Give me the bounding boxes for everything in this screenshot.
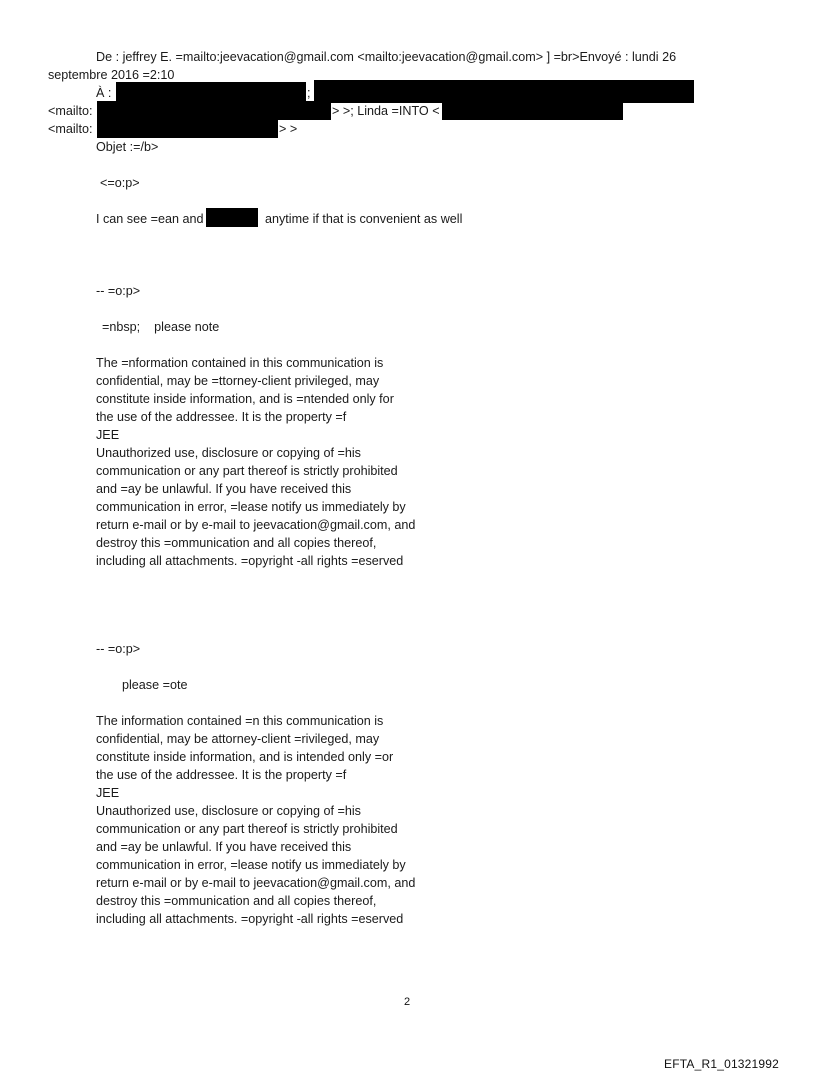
redaction-block (116, 82, 306, 101)
message-text-part2: anytime if that is convenient as well (265, 212, 463, 226)
disclaimer-line: JEE (96, 786, 120, 800)
disclaimer-line: confidential, may be =ttorney-client privileged, may (96, 374, 380, 388)
mailto-line-2-suffix: > > (279, 122, 298, 136)
mailto-line-1-prefix: <mailto: (48, 104, 93, 118)
disclaimer-line: communication in error, =lease notify us immediately by (96, 500, 406, 514)
page-number: 2 (404, 996, 411, 1008)
sig1-dash: -- =o:p> (96, 284, 141, 298)
disclaimer-line: including all attachments. =opyright -all rights =eserved (96, 912, 404, 926)
from-line: De : jeffrey E. =mailto:jeevacation@gmail.com <mailto:jeevacation@gmail.com> ] =br>Envoyé : lundi 26 (96, 50, 677, 64)
disclaimer-line: Unauthorized use, disclosure or copying of =his (96, 446, 361, 460)
disclaimer-line: confidential, may be attorney-client =rivileged, may (96, 732, 380, 746)
op-tag: <=o:p> (100, 176, 140, 190)
document-id: EFTA_R1_01321992 (664, 1057, 780, 1071)
message-text-part1: I can see =ean and (96, 212, 204, 226)
sig2-dash: -- =o:p> (96, 642, 141, 656)
disclaimer-line: the use of the addressee. It is the property =f (96, 410, 347, 424)
disclaimer-line: destroy this =ommunication and all copies thereof, (96, 894, 377, 908)
redaction-block (442, 101, 623, 120)
disclaimer-line: communication or any part thereof is strictly prohibited (96, 822, 398, 836)
disclaimer-line: constitute inside information, and is =ntended only for (96, 392, 394, 406)
redaction-block (97, 101, 331, 120)
disclaimer-line: return e-mail or by e-mail to jeevacation@gmail.com, and (96, 876, 416, 890)
disclaimer-line: including all attachments. =opyright -all rights =eserved (96, 554, 404, 568)
disclaimer-line: Unauthorized use, disclosure or copying of =his (96, 804, 361, 818)
redaction-block (206, 208, 258, 227)
disclaimer-line: JEE (96, 428, 120, 442)
disclaimer-line: the use of the addressee. It is the property =f (96, 768, 347, 782)
disclaimer-line: return e-mail or by e-mail to jeevacation@gmail.com, and (96, 518, 416, 532)
to-label: À : (96, 86, 112, 100)
disclaimer-line: constitute inside information, and is intended only =or (96, 750, 394, 764)
disclaimer-line: and =ay be unlawful. If you have received this (96, 482, 352, 496)
date-line: septembre 2016 =2:10 (48, 68, 175, 82)
mailto-line-2-prefix: <mailto: (48, 122, 93, 136)
disclaimer-line: communication or any part thereof is strictly prohibited (96, 464, 398, 478)
to-separator: ; (307, 86, 311, 100)
redaction-block (314, 80, 694, 103)
mailto-line-1-suffix: > >; Linda =INTO < (332, 104, 440, 118)
disclaimer-line: communication in error, =lease notify us immediately by (96, 858, 406, 872)
sig2-note: please =ote (122, 678, 188, 692)
disclaimer-line: The =nformation contained in this communication is (96, 356, 384, 370)
disclaimer-line: The information contained =n this communication is (96, 714, 384, 728)
subject-line: Objet :=/b> (96, 140, 159, 154)
sig1-note: =nbsp; please note (102, 320, 220, 334)
redaction-block (97, 119, 278, 138)
disclaimer-line: and =ay be unlawful. If you have received this (96, 840, 352, 854)
disclaimer-line: destroy this =ommunication and all copies thereof, (96, 536, 377, 550)
